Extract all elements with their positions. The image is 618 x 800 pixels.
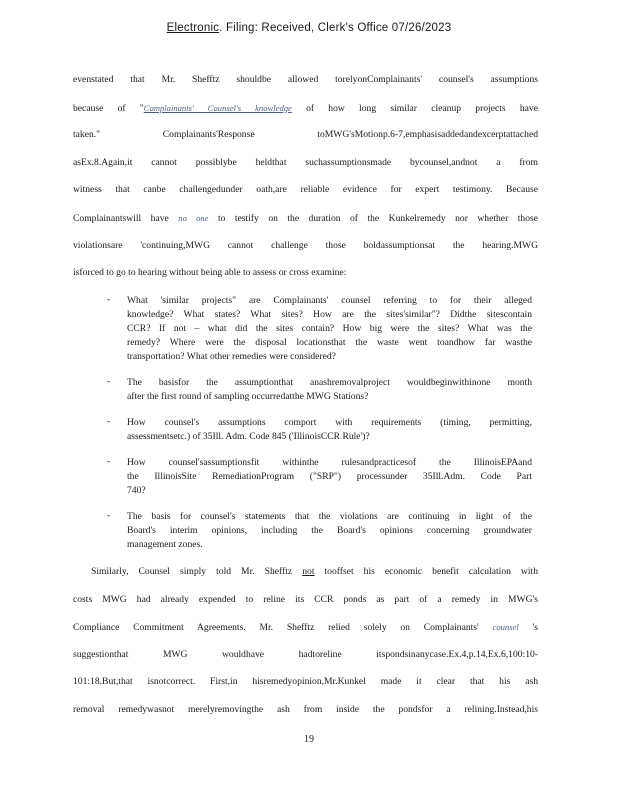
- underlined-not: not: [302, 566, 315, 577]
- bullet-line: remedy? Where were the disposal locationsthat the waste went toandhow far wasthe: [127, 337, 532, 348]
- text-line: evenstated that Mr. Shefftz shouldbe allowed torelyonComplainants' counsel's assumptions: [73, 74, 538, 85]
- text-line: violationsare 'continuing,MWG cannot challenge those boldassumptionsat the hearing.MWG: [73, 239, 538, 251]
- list-item: [107, 416, 532, 444]
- text-span: because of ": [73, 102, 144, 114]
- italic-emphasis: counsel: [492, 622, 519, 633]
- text-line: costs MWG had already expended to reline its CCR ponds as part of a remedy in MWG's: [73, 593, 538, 605]
- text-line: [73, 562, 538, 590]
- text-line: suggestionthat MWG wouldhave hadtoreline itspondsinanycase.Ex.4,p.14,Ex.6,100:10-: [73, 648, 538, 660]
- bullet-line: transportation? What other remedies were considered?: [127, 351, 336, 362]
- bullet-line: Board's interim opinions, including the Board's opinions concerning groundwater: [127, 525, 532, 536]
- italic-emphasis: no one: [178, 212, 209, 223]
- bullet-dash: -: [107, 294, 111, 305]
- list-item: [107, 376, 532, 404]
- page-number: 19: [304, 734, 314, 745]
- bullet-line: 740?: [127, 485, 146, 496]
- bullet-line: after the first round of sampling occurredatthe MWG Stations?: [127, 391, 369, 402]
- bullet-line: How counsel'sassumptionsfit withinthe rulesandpracticesof the IllinoisEPAand: [127, 457, 532, 468]
- bullet-line: assessmentsetc.) of 35Ill. Adm. Code 845 ('IllinoisCCR Rule')?: [127, 431, 370, 442]
- paragraph-1: [73, 70, 538, 291]
- text-span: of how long similar cleanup projects have: [291, 102, 538, 114]
- text-line: removal remedywasnot merelyremovingthe ash from inside the pondsfor a relining.Instead,his: [73, 703, 538, 715]
- text-span: to testify on the duration of the Kunkelremedy nor whether those: [208, 212, 538, 224]
- list-item: [107, 456, 532, 498]
- bullet-line: The basis for counsel's statements that the violations are continuing in light of the: [127, 511, 532, 522]
- bullet-dash: -: [107, 456, 111, 467]
- text-span: tooffset his economic benefit calculation with: [314, 566, 538, 577]
- list-item: [107, 510, 532, 552]
- italic-emphasis: Complainants' Counsel's knowledge: [143, 102, 292, 113]
- bullet-line: The basisfor the assumptionthat anashremovalproject wouldbeginwithinone month: [127, 377, 532, 388]
- list-item: [107, 294, 532, 364]
- bullet-dash: -: [107, 376, 111, 387]
- text-line: witness that canbe challengedunder oath,are reliable evidence for expert testimony. Because: [73, 184, 538, 196]
- bullet-line: What 'similar projects" are Complainants' counsel referring to for their alleged: [127, 295, 532, 306]
- bullet-dash: -: [107, 510, 111, 521]
- bullet-line: CCR? If not – what did the sites contain? How big were the sites? What was the: [127, 323, 532, 334]
- text-line: taken." Complainants'Response toMWG'sMotionp.6-7,emphasisaddedandexcerptattached: [73, 129, 538, 141]
- text-line: [73, 98, 538, 126]
- paragraph-2: [73, 562, 538, 728]
- text-span: 's: [518, 622, 538, 634]
- bullet-line: How counsel's assumptions comport with requirements (timing, permitting,: [127, 417, 532, 428]
- text-span: Similarly, Counsel simply told Mr. Shefftz: [91, 566, 303, 577]
- bullet-line: management zones.: [127, 539, 203, 550]
- header-filing-stamp: . Filing: Received, Clerk's Office 07/26/2023: [219, 22, 452, 34]
- text-span: Complainantswill have: [73, 212, 179, 224]
- text-line: isforced to go to hearing without being able to assess or cross examine:: [73, 267, 347, 279]
- bullet-line: knowledge? What states? What sites? How are the sites'similar"? Didthe sitescontain: [127, 309, 532, 320]
- bullet-line: the IllinoisSite RemediationProgram ("SRP") processunder 35Ill.Adm. Code Part: [127, 471, 532, 482]
- bullet-dash: -: [107, 416, 111, 427]
- text-line: [73, 208, 538, 236]
- text-line: 101:18.But,that isnotcorrect. First,in hisremedyopinion,Mr.Kunkel made it clear that his ash: [73, 676, 538, 688]
- bullet-list: [107, 294, 532, 564]
- header-electronic: Electronic: [166, 22, 220, 34]
- text-line: asEx.8.Again,it cannot possiblybe heldthat suchassumptionsmade bycounsel,andnot a from: [73, 156, 538, 168]
- text-line: [73, 617, 538, 645]
- text-span: Compliance Commitment Agreements. Mr. Shefftz relied solely on Complainants': [73, 622, 493, 634]
- filing-header: [0, 22, 618, 34]
